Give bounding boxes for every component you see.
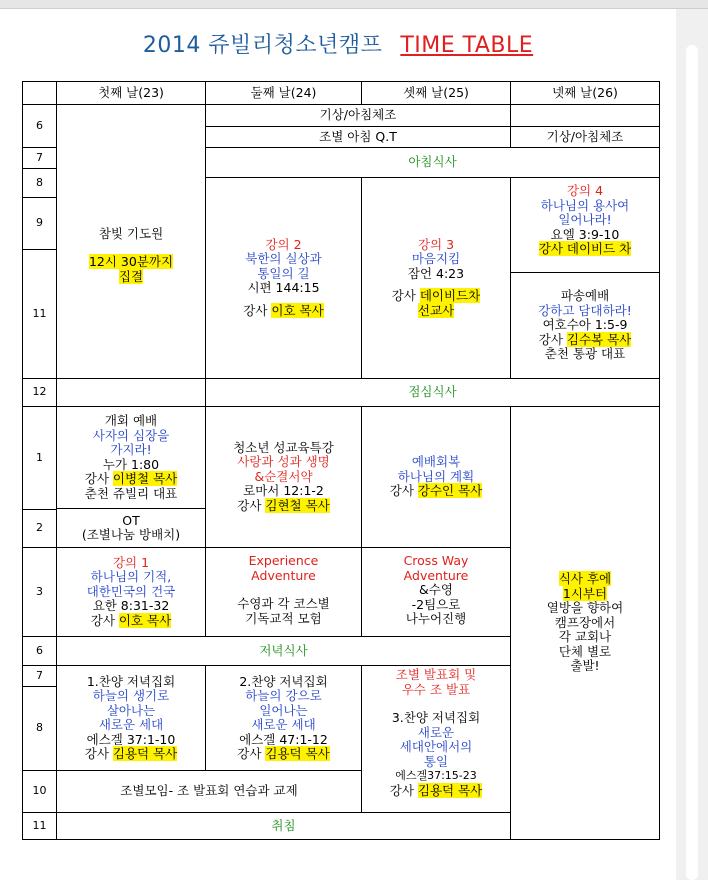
cell-empty (510, 104, 660, 127)
cell-lunch: 점심식사 (205, 378, 660, 407)
time-label: 12 (22, 378, 57, 407)
cell-sleep: 취침 (56, 812, 511, 840)
time-label: 6 (22, 636, 57, 666)
cell-sex-education: 청소년 성교육특강 사랑과 성과 생명 &순결서약 로마서 12:1-2 강사 김현철 목사 (205, 406, 362, 548)
cell-breakfast: 아침식사 (205, 147, 660, 178)
cell-evening-2: 2.찬양 저녁집회 하늘의 강으로 일어나는 새로운 세대 에스겔 47:1-12 강사 김용덕 목사 (205, 665, 362, 771)
title-highlight: TIME TABLE (400, 33, 534, 58)
browser-top-edge (0, 0, 708, 9)
time-label: 9 (22, 197, 57, 250)
cell-dinner: 저녁식사 (56, 636, 511, 666)
time-label: 8 (22, 168, 57, 198)
cell-crossway-adventure: Cross Way Adventure &수영 -2팀으로 나누어진행 (361, 547, 511, 637)
time-label: 3 (22, 547, 57, 637)
page-title (0, 28, 676, 59)
cell-evening-3: 조별 발표회 및 우수 조 발표 3.찬양 저녁집회 새로운 세대안에서의 통일 에스겔37:15-23 강사 김용덕 목사 (361, 665, 511, 813)
cell-lecture1: 강의 1 하나님의 기적, 대한민국의 건국 요한 8:31-32 강사 이호 목사 (56, 547, 206, 637)
cell-ot: OT (조별나눔 방배치) (56, 508, 206, 548)
cell-sending-service: 파송예배 강하고 담대하라! 여호수아 1:5-9 강사 김수복 목사 춘천 통광 대표 (510, 272, 660, 379)
cell-lecture4: 강의 4 하나님의 용사여 일어나라! 요엘 3:9-10 강사 데이비드 차 (510, 177, 660, 273)
time-label: 2 (22, 509, 57, 548)
time-label: 11 (22, 812, 57, 840)
header-day4: 넷째 날(26) (510, 81, 660, 105)
cell-lecture3: 강의 3 마음지킴 잠언 4:23 강사 데이비드차 선교사 (361, 177, 511, 379)
time-label: 6 (22, 104, 57, 148)
cell-wake-d23: 기상/아침체조 (205, 104, 511, 127)
title-main: 2014 쥬빌리청소년캠프 (142, 33, 383, 58)
time-label: 8 (22, 686, 57, 771)
cell-worship-restore: 예배회복 하나님의 계획 강사 강수인 목사 (361, 406, 511, 548)
cell-group-meeting: 조별모임- 조 발표회 연습과 교제 (56, 770, 362, 813)
cell-wake-d4: 기상/아침체조 (510, 126, 660, 148)
time-label: 7 (22, 147, 57, 169)
cell-departure: 식사 후에 1시부터 열방을 향하여 캠프장에서 각 교회나 단체 별로 출발! (510, 406, 660, 840)
cell-experience-adventure: Experience Adventure 수영과 각 코스별 기독교적 모험 (205, 547, 362, 637)
cell-day1-arrival: 참빛 기도원 12시 30분까지 집결 (56, 104, 206, 379)
cell-opening-service: 개회 예배 사자의 심장을 가지라! 누가 1:80 강사 이병철 목사 춘천 쥬빌리 대표 (56, 406, 206, 509)
cell-lecture2: 강의 2 북한의 실상과 통일의 길 시편 144:15 강사 이호 목사 (205, 177, 362, 379)
time-label: 10 (22, 770, 57, 813)
header-day3: 셋째 날(25) (361, 81, 511, 105)
header-day2: 둘째 날(24) (205, 81, 362, 105)
cell-qt: 조별 아침 Q.T (205, 126, 511, 148)
time-label: 1 (22, 406, 57, 510)
header-corner (22, 81, 57, 105)
scrollbar[interactable] (676, 9, 708, 880)
time-label: 11 (22, 249, 57, 379)
cell-evening-1: 1.찬양 저녁집회 하늘의 생기로 살아나는 새로운 세대 에스겔 37:1-10 강사 김용덕 목사 (56, 665, 206, 771)
time-label: 7 (22, 665, 57, 687)
header-day1: 첫째 날(23) (56, 81, 206, 105)
scrollbar-thumb[interactable] (686, 45, 698, 880)
